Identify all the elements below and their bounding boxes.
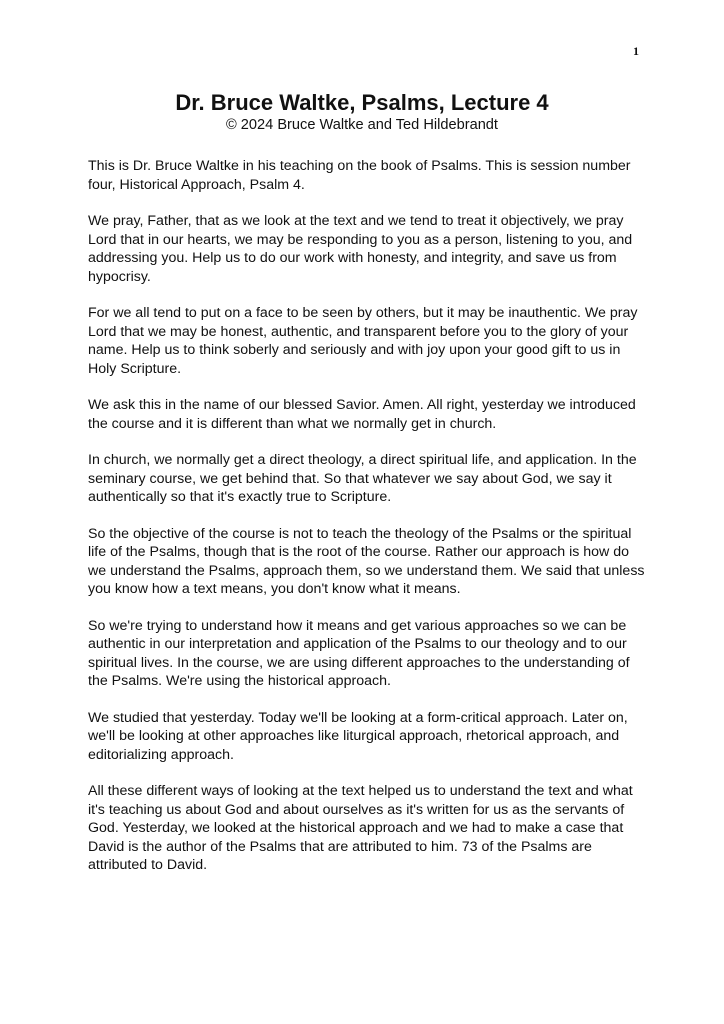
page-number: 1 — [633, 44, 639, 58]
document-title: Dr. Bruce Waltke, Psalms, Lecture 4 — [175, 90, 549, 115]
copyright-line: © 2024 Bruce Waltke and Ted Hildebrandt — [226, 117, 498, 133]
paragraph: So we're trying to understand how it means and get various approaches so we can be authentic in our interpretation and application of the Psalms to our theology and to our spiritual lives. In the course, we are using different approaches to the understanding of the Psalms. We're using the historical approach. — [88, 617, 630, 689]
paragraph: This is Dr. Bruce Waltke in his teaching on the book of Psalms. This is session number four, Historical Approach, Psalm 4. — [88, 158, 631, 193]
paragraph: For we all tend to put on a face to be seen by others, but it may be inauthentic. We pray Lord that we may be honest, authentic, and transparent before you to the glory of your name. Help us to think soberly and seriously and with joy upon your good gift to us in Holy Scripture. — [88, 305, 638, 377]
paragraph: In church, we normally get a direct theology, a direct spiritual life, and application. In the seminary course, we get behind that. So that whatever we say about God, we say it authentically so that it's exactly true to Scripture. — [88, 452, 637, 505]
paragraph: All these different ways of looking at the text helped us to understand the text and what it's teaching us about God and about ourselves as it's written for us as the servants of God. Yesterday, we looked at the historical approach and we had to make a case that David is the author of the Psalms that are attributed to him. 73 of the Psalms are attributed to David. — [88, 783, 633, 873]
paragraph: So the objective of the course is not to teach the theology of the Psalms or the spiritual life of the Psalms, though that is the root of the course. Rather our approach is how do we understand the Psalms, approach them, so we understand them. We said that unless you know how a text means, you don't know what it means. — [88, 525, 645, 597]
transcript-body — [88, 157, 648, 893]
document-header — [0, 90, 724, 135]
paragraph: We pray, Father, that as we look at the text and we tend to treat it objectively, we pray Lord that in our hearts, we may be responding to you as a person, listening to you, and addressing you. Help us to do our work with honesty, and integrity, and save us from hypocrisy. — [88, 213, 633, 285]
paragraph: We studied that yesterday. Today we'll be looking at a form-critical approach. Later on, we'll be looking at other approaches like liturgical approach, rhetorical approach, and editorializing approach. — [88, 709, 628, 763]
paragraph: We ask this in the name of our blessed Savior. Amen. All right, yesterday we introduced the course and it is different than what we normally get in church. — [88, 397, 636, 432]
